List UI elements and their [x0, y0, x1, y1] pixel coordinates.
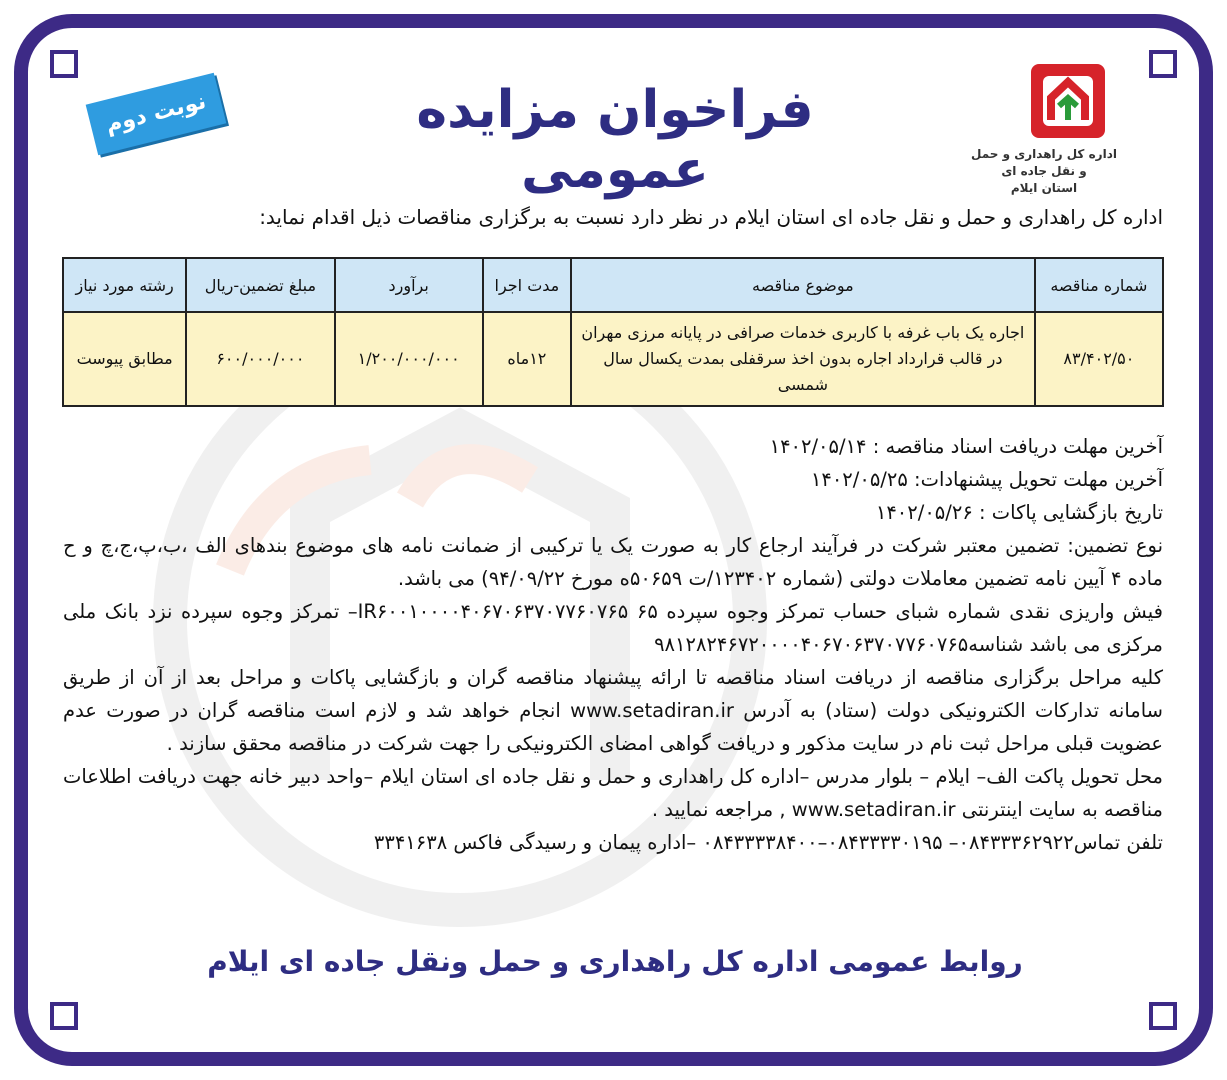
header-number: شماره مناقصه [1035, 258, 1163, 312]
header-duration: مدت اجرا [483, 258, 571, 312]
setad-link[interactable]: www.setadiran.ir [570, 699, 734, 722]
tender-table [62, 257, 1164, 407]
deadline-documents: آخرین مهلت دریافت اسناد مناقصه : ۱۴۰۲/۰۵/۱۴ [769, 435, 1163, 458]
corner-decoration [1149, 1002, 1177, 1030]
delivery-info [63, 760, 1163, 826]
contact-phones: تلفن تماس۰۸۴۳۳۳۶۲۹۲۲– ۰۸۴۳۳۳۳۰۱۹۵–۰۸۴۳۳۳۳۸۴۰۰ –اداره پیمان و رسیدگی فاکس ۳۳۴۱۶۳۸ [373, 831, 1163, 854]
guarantee-type: نوع تضمین: تضمین معتبر شرکت در فرآیند ارجاع کار به صورت یک یا ترکیبی از ضمانت نامه های موضوع بندهای الف ،ب،پ،ج،چ و ح ماده ۴ آیین نامه تضمین معاملات دولتی (شماره ۱۲۳۴۰۲/ت ۵۰۶۵۹ه مورخ ۹۴/۰۹/۲۲) می باشد. [63, 534, 1163, 590]
corner-decoration [50, 50, 78, 78]
footer-signature: روابط عمومی اداره کل راهداری و حمل ونقل جاده ای ایلام [207, 945, 1023, 978]
organization-name-line2: استان ایلام [1010, 181, 1078, 195]
setad-text-1: کلیه مراحل برگزاری مناقصه از دریافت اسناد مناقصه تا ارائه پیشنهاد مناقصه گران و بازگشایی پاکات و مراحل بعد از آن از طریق سامانه تدارکات الکترونیکی دولت (ستاد) به آدرس [63, 666, 1163, 722]
delivery-link[interactable]: www.setadiran.ir [791, 798, 956, 821]
header-estimate: برآورد [335, 258, 483, 312]
cell-duration: ۱۲ماه [483, 312, 571, 406]
cell-guarantee: ۶۰۰/۰۰۰/۰۰۰ [186, 312, 334, 406]
corner-decoration [1149, 50, 1177, 78]
header-subject: موضوع مناقصه [571, 258, 1035, 312]
deposit-info: فیش واریزی نقدی شماره شبای حساب تمرکز وجوه سپرده ۶۵ IR۶۰۰۱۰۰۰۰۴۰۶۷۰۶۳۷۰۷۷۶۰۷۶۵– تمرکز وجوه سپرده نزد بانک ملی مرکزی می باشد شناسه۹۸۱۲۸۲۴۶۷۲۰۰۰۰۴۰۶۷۰۶۳۷۰۷۷۶۰۷۶۵ [63, 600, 1163, 656]
round-badge: نوبت دوم [86, 73, 227, 155]
cell-field: مطابق پیوست [63, 312, 186, 406]
page-title: فراخوان مزایده عمومی [416, 80, 814, 200]
organization-name-line1: اداره کل راهداری و حمل و نقل جاده ای [971, 147, 1117, 178]
organization-logo-icon [1029, 62, 1107, 140]
subject-line1: اجاره یک باب غرفه با کاربری خدمات صرافی در پایانه مرزی مهران [581, 323, 1025, 342]
intro-text: اداره کل راهداری و حمل و نقل جاده ای استان ایلام در نظر دارد نسبت به برگزاری مناقصات ذیل اقدام نماید: [259, 205, 1163, 229]
cell-subject [571, 312, 1035, 406]
table-row [63, 312, 1163, 406]
tender-details [63, 430, 1163, 859]
header-field: رشته مورد نیاز [63, 258, 186, 312]
setad-text-2: انجام خواهد شد و لازم است مناقصه گران در صورت عدم عضویت قبلی مراحل ثبت نام در سایت مذکور و دریافت گواهی امضای الکترونیکی را جهت شرکت در مناقصه محقق سازند . [63, 699, 1163, 755]
delivery-text-2: , مراجعه نمایید . [651, 798, 786, 821]
subject-line2: در قالب قرارداد اجاره بدون اخذ سرقفلی بمدت یکسال سال شمسی [603, 349, 1003, 394]
delivery-text-1: محل تحویل پاکت الف– ایلام – بلوار مدرس –اداره کل راهداری و حمل و نقل جاده ای استان ایلام –واحد دبیر خانه جهت دریافت اطلاعات مناقصه به سایت اینترنتی [63, 765, 1163, 821]
corner-decoration [50, 1002, 78, 1030]
cell-number: ۸۳/۴۰۲/۵۰ [1035, 312, 1163, 406]
deadline-proposals: آخرین مهلت تحویل پیشنهادات: ۱۴۰۲/۰۵/۲۵ [810, 468, 1163, 491]
header-guarantee: مبلغ تضمین-ریال [186, 258, 334, 312]
setad-info [63, 661, 1163, 760]
organization-name [969, 146, 1119, 197]
table-header-row [63, 258, 1163, 312]
cell-estimate: ۱/۲۰۰/۰۰۰/۰۰۰ [335, 312, 483, 406]
opening-date: تاریخ بازگشایی پاکات : ۱۴۰۲/۰۵/۲۶ [875, 501, 1163, 524]
